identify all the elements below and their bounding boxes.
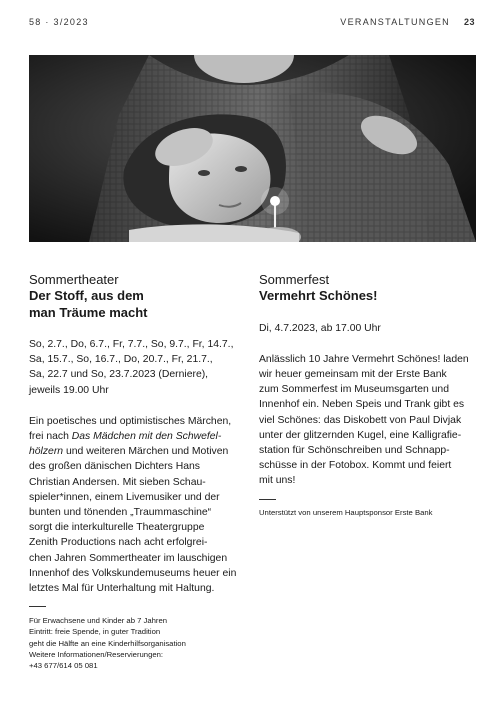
note-line: Für Erwachsene und Kinder ab 7 Jahren bbox=[29, 616, 168, 626]
kicker-sommerfest: Sommerfest bbox=[259, 272, 330, 287]
note-line: Eintritt: freie Spende, in guter Tradition bbox=[29, 627, 161, 637]
sommerfest-column bbox=[259, 272, 479, 518]
description-sommerfest: Anlässlich 10 Jahre Vermehrt Schönes! laden wir heuer gemeinsam mit der Erste Bank zum Sommerfest im Museumsgarten und Innenhof ein. Neben Speis und Trank gibt es viel Schönes: das Diskobett von Paul Divjak unter der glitzernden Kugel, eine Kalligrafie- station für Schönschreiben und Schnapp- schüsse in der Fotobox. Kommt und feiert mit uns! bbox=[259, 353, 469, 487]
description-text-1: Ein poetisches und optimistisches Märchen, frei nach bbox=[29, 415, 232, 443]
title-sommertheater: Der Stoff, aus dem man Träume macht bbox=[29, 288, 148, 320]
note-line: geht die Hälfte an eine Kinderhilfsorganisation bbox=[29, 638, 186, 648]
section-header bbox=[340, 17, 475, 27]
sommertheater-column bbox=[29, 272, 244, 671]
description-sommertheater bbox=[29, 414, 244, 596]
sponsor-note: Unterstützt von unserem Hauptsponsor Erste Bank bbox=[259, 507, 433, 517]
event-date: Di, 4.7.2023, ab 17.00 Uhr bbox=[259, 322, 381, 334]
page-number: 23 bbox=[463, 17, 475, 27]
description-text-2: und weiteren Märchen und Motiven des großen dänischen Dichters Hans Christian Andersen. Mit sieben Schau- spieler*innen, einem Livemusiker und der bunten und tönenden „Traummaschine“ sorgt die interkulturelle Theatergruppe Zenith Productions nach acht erfolgrei- chen Jahren Sommertheater im lauschigen Innenhof des Volkskundemuseums heuer ein letztes Mal für Unterhaltung mit Haltung. bbox=[29, 446, 237, 595]
issue-label: 58 · 3/2023 bbox=[29, 17, 89, 27]
description-italic-title: Das Mädchen mit den Schwefel- hölzern bbox=[29, 431, 222, 458]
info-note bbox=[29, 615, 244, 671]
event-dates: So, 2.7., Do, 6.7., Fr, 7.7., So, 9.7., Fr, 14.7., Sa, 15.7., So, 16.7., Do, 20.7., Fr, 21.7., Sa, 22.7 und So, 23.7.2023 (Derniere), jeweils 19.00 Uhr bbox=[29, 339, 234, 396]
divider bbox=[29, 606, 46, 607]
note-line: Weitere Informationen/Reservierungen: bbox=[29, 649, 164, 659]
phone-number: +43 677/614 05 081 bbox=[29, 661, 98, 671]
title-sommerfest: Vermehrt Schönes! bbox=[259, 288, 378, 303]
event-photo bbox=[29, 55, 476, 242]
photo-two-people-grayscale-icon bbox=[29, 55, 476, 242]
section-label: VERANSTALTUNGEN bbox=[340, 17, 450, 27]
divider bbox=[259, 499, 276, 500]
kicker-sommertheater: Sommertheater bbox=[29, 272, 119, 287]
